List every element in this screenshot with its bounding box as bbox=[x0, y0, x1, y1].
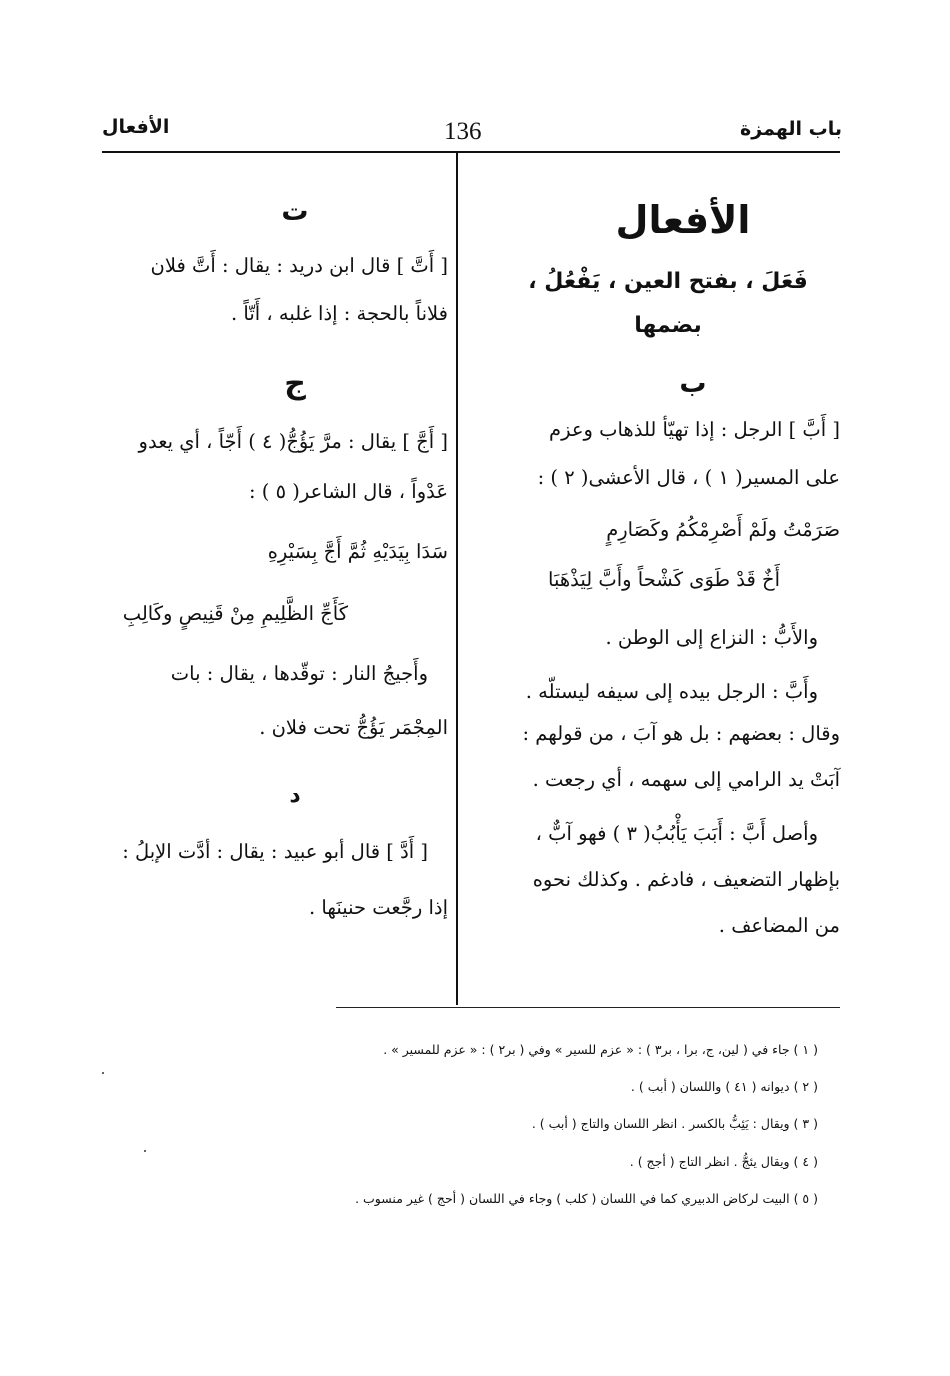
letter-heading-jim: ج bbox=[284, 366, 306, 401]
poem-verse: كَأَجِّ الظَّلِيمِ مِنْ قَنِيصٍ وكَالِبِ bbox=[122, 602, 348, 625]
footnote: ( ٣ ) ويقال : يَئِبُّ بالكسر . انظر اللسان والتاج ( أبب ) . bbox=[531, 1116, 818, 1131]
definition-line: وأصل أَبَّ : أَبَبَ يَأْبُبُ( ٣ ) فهو آبٌّ ، bbox=[535, 822, 818, 845]
entry-ajij-line: المِجْمَر يَؤُجُّ تحت فلان . bbox=[259, 716, 448, 739]
letter-heading-ba: ب bbox=[679, 368, 707, 399]
section-subtitle: فَعَلَ ، بفتح العين ، يَفْعُلُ ، بضمها bbox=[528, 269, 808, 338]
footnote: ( ٤ ) ويقال يئجُّ . انظر التاج ( أجج ) . bbox=[629, 1154, 818, 1169]
header-rule bbox=[102, 151, 840, 153]
entry-abb-line: على المسير( ١ ) ، قال الأعشى( ٢ ) : bbox=[537, 466, 840, 489]
entry-ajj-line: عَدْواً ، قال الشاعر( ٥ ) : bbox=[249, 480, 448, 503]
definition-line: وقال : بعضهم : بل هو آبَ ، من قولهم : bbox=[522, 722, 840, 745]
entry-add-line: [ أَدَّ ] قال أبو عبيد : يقال : أدَّت الإبلُ : bbox=[122, 840, 428, 863]
footnote: ( ١ ) جاء في ( لين، ج، برا ، بر٣ ) : « عزم للسير » وفي ( بر٢ ) : « عزم للمسير » . bbox=[383, 1042, 818, 1057]
page-number: 136 bbox=[444, 118, 482, 145]
left-column bbox=[102, 190, 448, 924]
footnote: ( ٥ ) البيت لركاض الدبيري كما في اللسان ( كلب ) وجاء في اللسان ( أحج ) غير منسوب . bbox=[355, 1191, 818, 1206]
poem-verse: سَدَا بِيَدَيْهِ ثُمَّ أَجَّ بِسَيْرِهِ bbox=[267, 540, 448, 563]
scan-speck bbox=[102, 1072, 104, 1074]
definition-line: والأَبُّ : النزاع إلى الوطن . bbox=[605, 626, 818, 649]
definition-line: وأَبَّ : الرجل بيده إلى سيفه ليستلّه . bbox=[525, 680, 818, 703]
right-column bbox=[466, 190, 840, 942]
letter-heading-dal: د bbox=[289, 783, 301, 808]
running-head-chapter: باب الهمزة bbox=[740, 118, 842, 140]
running-head-section: الأفعال bbox=[102, 116, 170, 138]
entry-att-line: فلاناً بالحجة : إذا غلبه ، أَتّاً . bbox=[230, 302, 448, 325]
definition-line: من المضاعف . bbox=[718, 914, 840, 937]
section-title: الأفعال bbox=[615, 198, 751, 242]
entry-abb-line: [ أَبَّ ] الرجل : إذا تهيّأ للذهاب وعزم bbox=[549, 418, 840, 441]
definition-line: بإظهار التضعيف ، فادغم . وكذلك نحوه bbox=[532, 868, 840, 891]
footnote-rule bbox=[336, 1007, 840, 1008]
scan-speck bbox=[144, 1150, 146, 1152]
column-divider bbox=[456, 153, 458, 1005]
letter-heading-ta: ت bbox=[281, 196, 309, 227]
definition-line: آبَتْ يد الرامي إلى سهمه ، أي رجعت . bbox=[532, 768, 840, 791]
entry-att-line: [ أَتَّ ] قال ابن دريد : يقال : أَتَّ فلان bbox=[150, 254, 448, 277]
poem-verse: صَرَمْتُ ولَمْ أَصْرِمْكُمُ وكَصَارِمٍ bbox=[606, 518, 840, 541]
poem-verse: أَخٌ قَدْ طَوَى كَشْحاً وأَبَّ لِيَذْهَبَا bbox=[548, 568, 780, 591]
footnote: ( ٢ ) ديوانه ( ٤١ ) واللسان ( أبب ) . bbox=[630, 1079, 818, 1094]
entry-add-line: إذا رجَّعت حنينَها . bbox=[309, 896, 448, 919]
entry-ajj-line: [ أَجَّ ] يقال : مرَّ يَؤُجُّ( ٤ ) أَجّاً ، أي يعدو bbox=[138, 430, 448, 453]
entry-ajij-line: وأَجيجُ النار : توقّدها ، يقال : بات bbox=[170, 662, 428, 685]
